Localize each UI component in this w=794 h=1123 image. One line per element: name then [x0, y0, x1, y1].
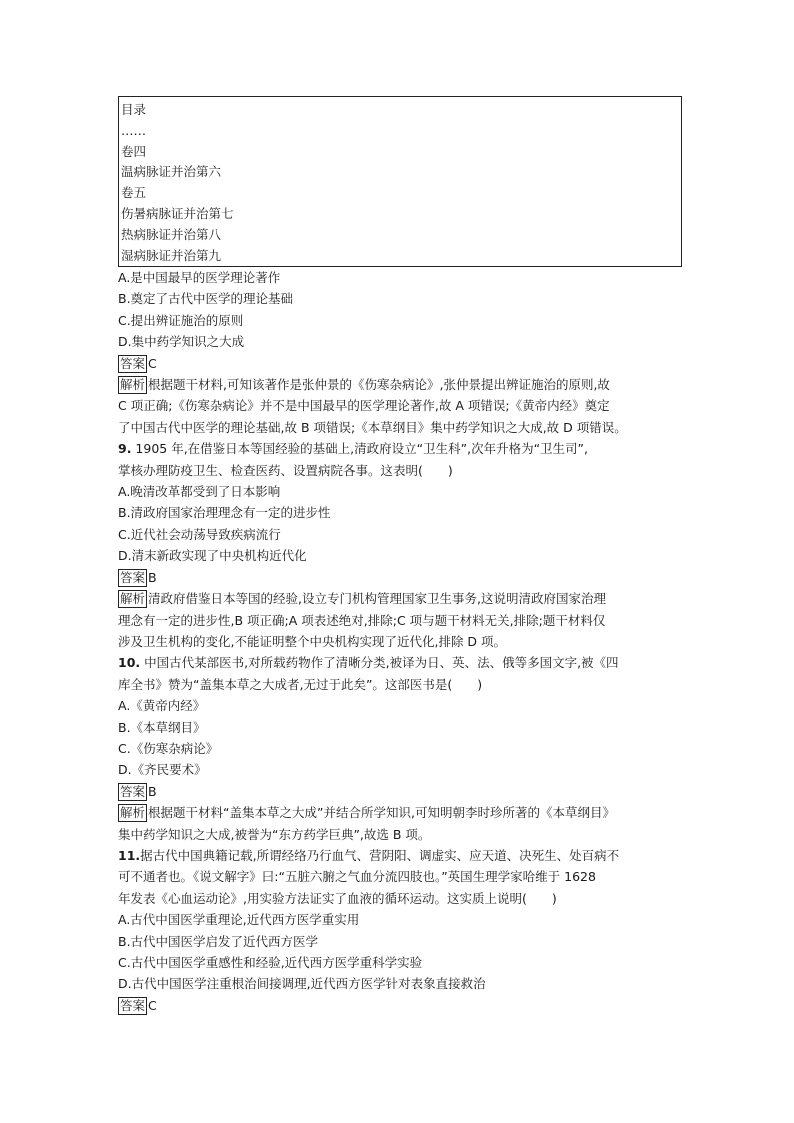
stem-text: 年发表《心血运动论》,用实验方法证实了血液的循环运动。这实质上说明( )	[118, 890, 557, 906]
toc-line: 热病脉证并治第八	[121, 226, 222, 242]
option-b: B.古代中国医学启发了近代西方医学	[118, 933, 319, 949]
answer-value: B	[148, 569, 157, 585]
option-c: C.近代社会动荡导致疾病流行	[118, 526, 281, 542]
option-a: A.晚清改革都受到了日本影响	[118, 484, 281, 500]
answer-value: C	[148, 355, 157, 371]
option-b: B.奠定了古代中医学的理论基础	[118, 291, 294, 307]
stem-text: 库全书》赞为“盖集本草之大成者,无过于此矣”。这部医书是( )	[118, 676, 483, 692]
answer-tag: 答案	[120, 997, 146, 1013]
analysis-text: 根据题干材料“盖集本草之大成”并结合所学知识,可知明朝李时珍所著的《本草纲目》	[148, 805, 615, 821]
answer-line	[118, 567, 682, 588]
option-b: B.清政府国家治理理念有一定的进步性	[118, 505, 331, 521]
option-c: C.提出辨证施治的原则	[118, 312, 244, 328]
answer-value: C	[148, 997, 157, 1013]
question-stem	[118, 845, 682, 866]
option-d: D.集中药学知识之大成	[118, 334, 245, 350]
analysis-text: 根据题干材料,可知该著作是张仲景的《伤寒杂病论》,张仲景提出辨证施治的原则,故	[148, 377, 610, 393]
analysis-line	[118, 588, 682, 609]
answer-line	[118, 353, 682, 374]
option-a: A.古代中国医学重理论,近代西方医学重实用	[118, 912, 360, 928]
analysis-tag: 解析	[120, 591, 146, 607]
question-8	[118, 267, 682, 438]
toc-line: 卷五	[121, 185, 147, 201]
stem-text: 据古代中国典籍记载,所谓经络乃行血气、营阴阳、调虚实、应天道、决死生、处百病不	[140, 847, 620, 863]
analysis-text: 集中药学知识之大成,被誉为“东方药学巨典”,故选 B 项。	[118, 826, 431, 842]
analysis-text: 清政府借鉴日本等国的经验,设立专门机构管理国家卫生事务,这说明清政府国家治理	[148, 591, 606, 607]
toc-line: 卷四	[121, 143, 147, 159]
answer-tag: 答案	[120, 783, 146, 799]
question-number: 11.	[118, 847, 141, 863]
toc-material-box	[118, 96, 682, 267]
analysis-text: 理念有一定的进步性,B 项正确;A 项表述绝对,排除;C 项与题干材料无关,排除;题干材料仅	[118, 612, 606, 628]
analysis-text: 了中国古代中医学的理论基础,故 B 项错误;《本草纲目》集中药学知识之大成,故 D 项错误。	[118, 419, 627, 435]
stem-text: 中国古代某部医书,对所载药物作了清晰分类,被译为日、英、法、俄等多国文字,被《四	[140, 655, 619, 671]
toc-line: 温病脉证并治第六	[121, 164, 222, 180]
stem-text: 掌核办理防疫卫生、检查医药、设置病院各事。这表明( )	[118, 462, 453, 478]
analysis-line	[118, 802, 682, 823]
answer-tag: 答案	[120, 569, 146, 585]
question-stem	[118, 438, 682, 459]
option-c: C.古代中国医学重感性和经验,近代西方医学重科学实验	[118, 955, 423, 970]
option-a: A.《黄帝内经》	[118, 698, 206, 714]
analysis-text: C 项正确;《伤寒杂病论》并不是中国最早的医学理论著作,故 A 项错误;《黄帝内经》奠定	[118, 398, 610, 414]
stem-text: 可不通者也。《说文解字》曰:“五脏六腑之气血分流四肢也。”英国生理学家哈维于 1628	[118, 869, 596, 885]
toc-line: 伤暑病脉证并治第七	[121, 205, 234, 221]
option-d: D.古代中国医学注重根治间接调理,近代西方医学针对表象直接救治	[118, 976, 486, 992]
answer-line	[118, 781, 682, 802]
question-number: 9.	[118, 441, 132, 457]
toc-line: ……	[121, 122, 146, 138]
question-stem	[118, 652, 682, 673]
option-a: A.是中国最早的医学理论著作	[118, 270, 281, 285]
option-d: D.《齐民要术》	[118, 762, 207, 778]
document-page	[118, 96, 682, 1016]
question-10	[118, 652, 682, 845]
toc-line: 目录	[121, 102, 147, 117]
answer-line	[118, 995, 682, 1016]
option-c: C.《伤寒杂病论》	[118, 740, 219, 756]
answer-tag: 答案	[120, 355, 146, 371]
analysis-line	[118, 374, 682, 395]
toc-line: 湿病脉证并治第九	[121, 247, 222, 263]
stem-text: 1905 年,在借鉴日本等国经验的基础上,清政府设立“卫生科”,次年升格为“卫生司”,	[131, 441, 589, 457]
option-d: D.清末新政实现了中央机构近代化	[118, 548, 307, 564]
analysis-tag: 解析	[120, 805, 146, 821]
question-9	[118, 438, 682, 652]
analysis-tag: 解析	[120, 377, 146, 393]
analysis-text: 涉及卫生机构的变化,不能证明整个中央机构实现了近代化,排除 D 项。	[118, 633, 507, 649]
question-number: 10.	[118, 655, 141, 671]
option-b: B.《本草纲目》	[118, 719, 206, 735]
answer-value: B	[148, 783, 157, 799]
question-11	[118, 845, 682, 1016]
